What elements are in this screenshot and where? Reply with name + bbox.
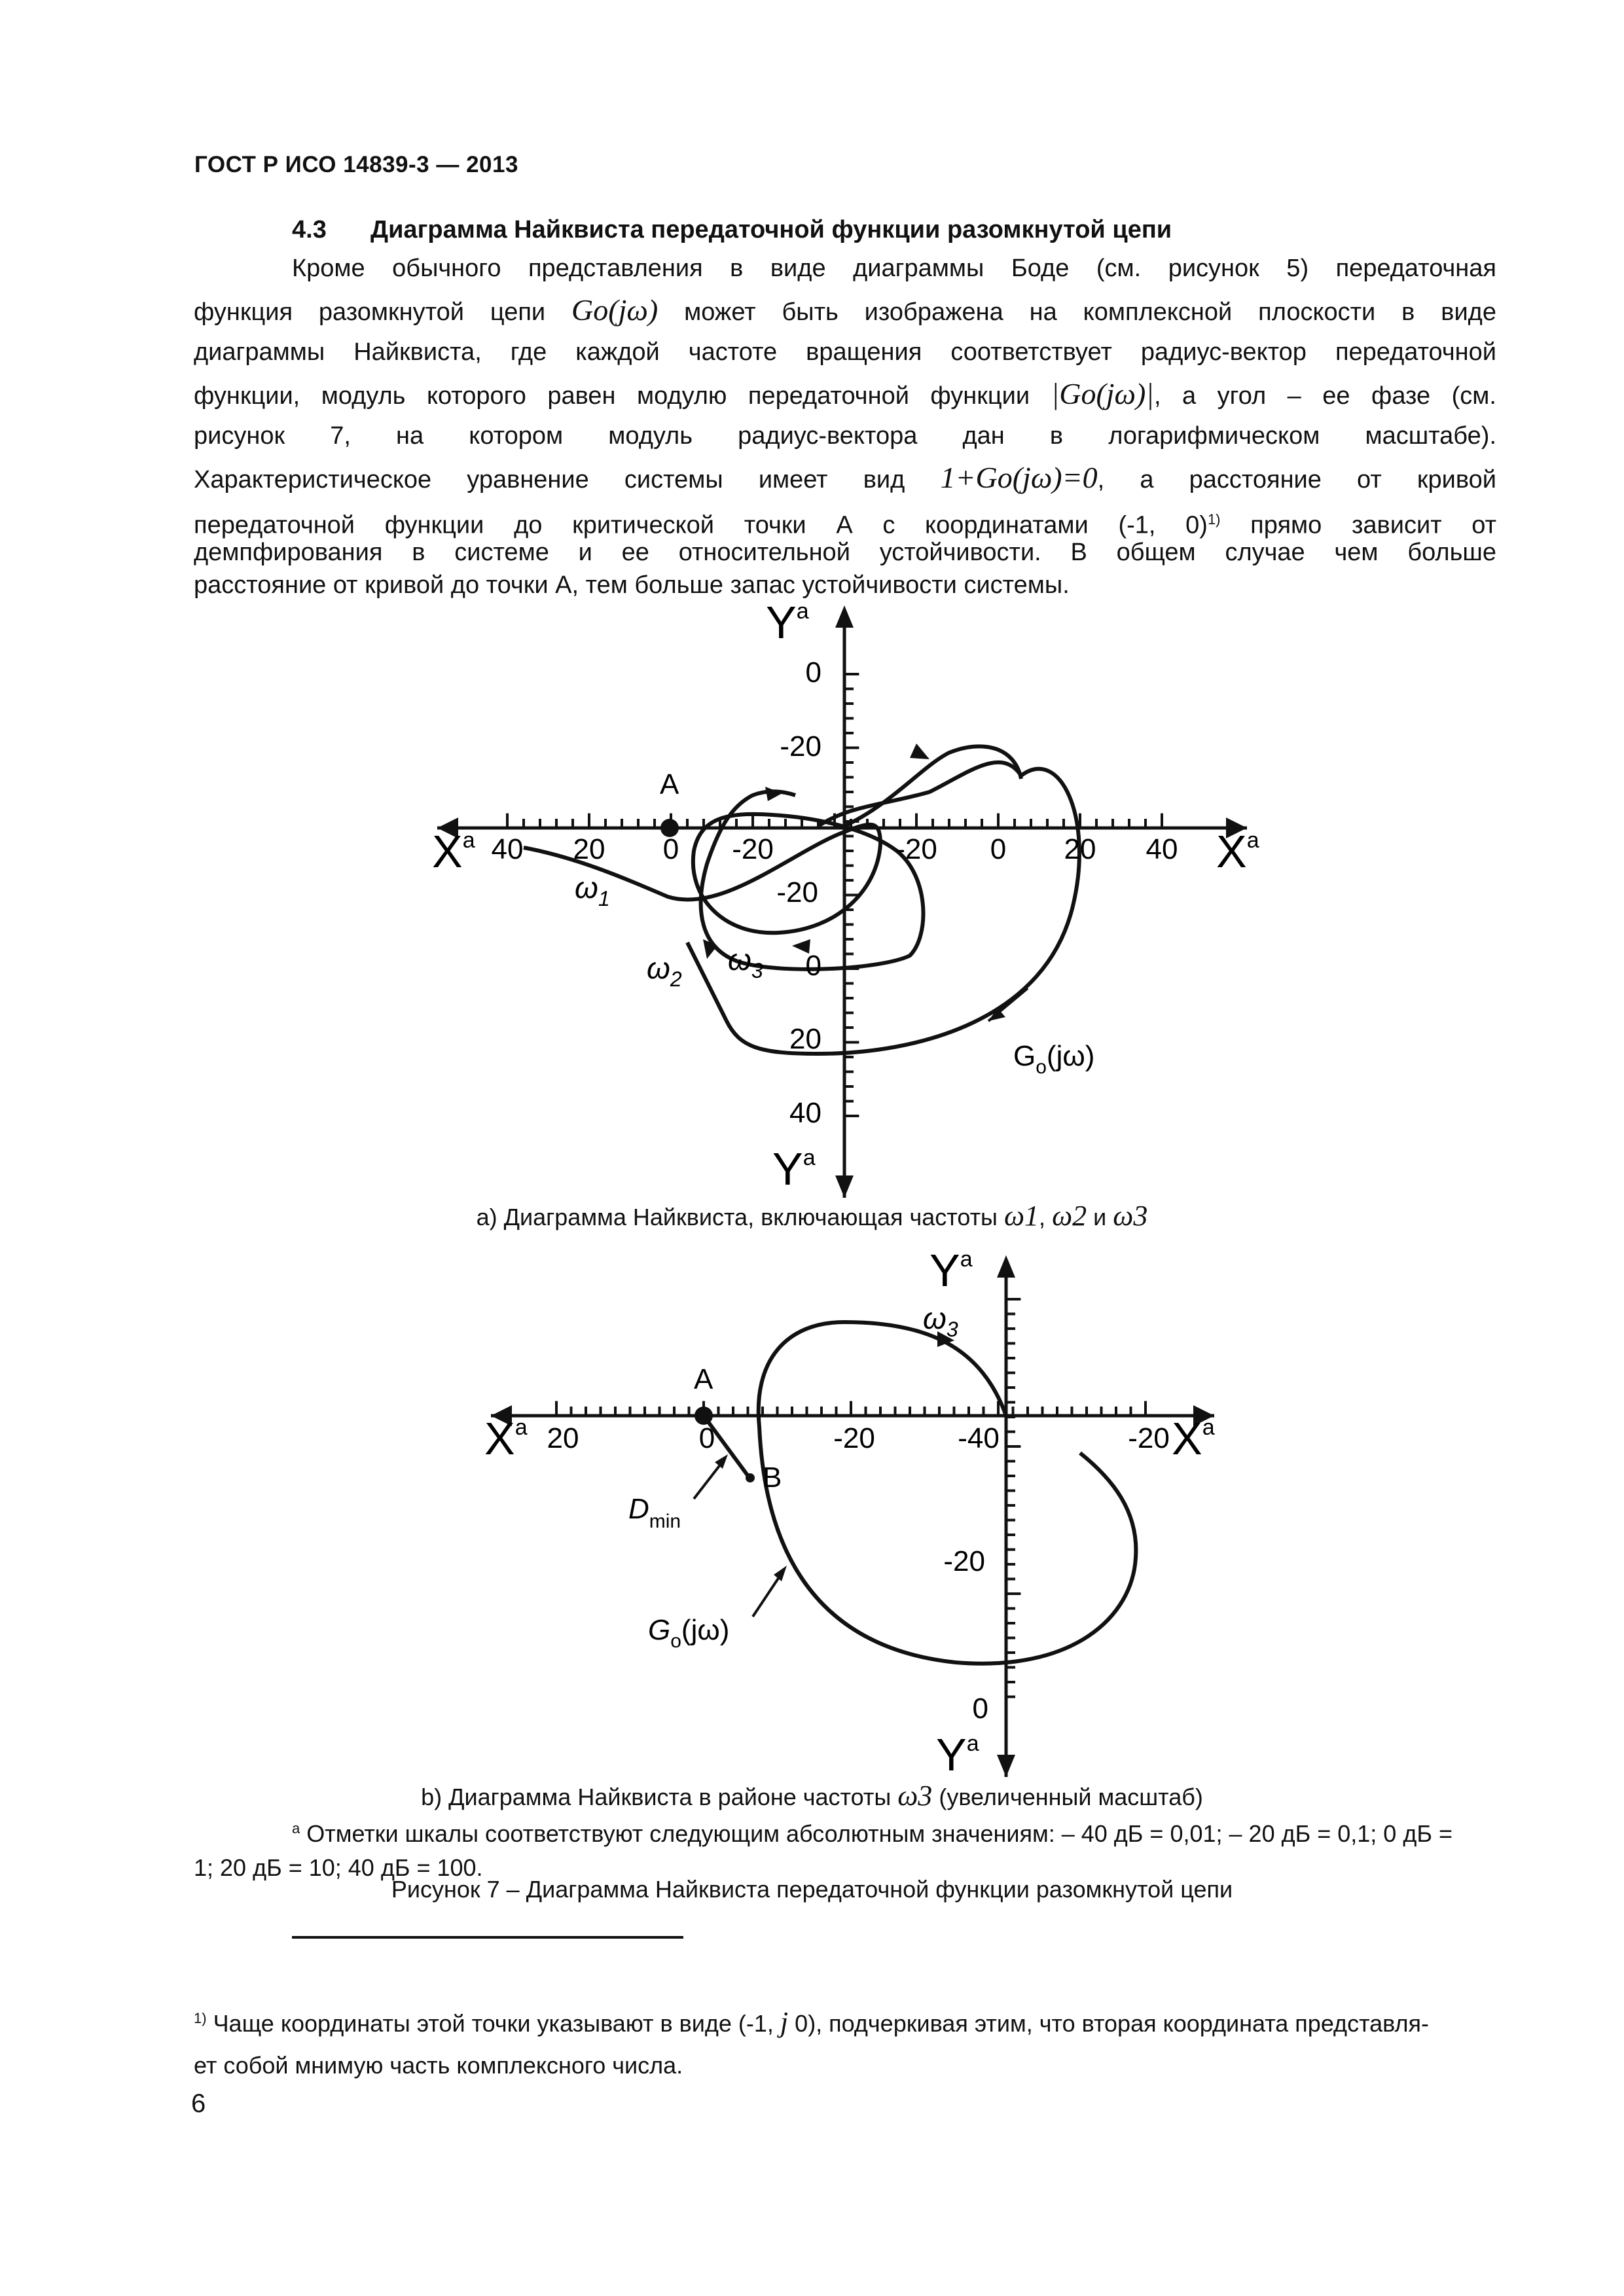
y-tick-label: 0	[805, 656, 821, 689]
body-line: функции, модуль которого равен модулю передаточной функции |Go(jω)|, а угол – ее фазе (см.	[194, 377, 1496, 410]
y-tick-label: -20	[776, 876, 818, 908]
x-tick-label: 0	[698, 1422, 715, 1454]
x-tick-label: 40	[1146, 833, 1178, 865]
axis-arrowheads	[437, 605, 1247, 1198]
x-axis-label-right: $X^a$	[1172, 1413, 1215, 1464]
point-b-label: B	[763, 1462, 782, 1494]
x-axis-label-left: $X^a$	[432, 826, 475, 877]
x-tick-label: -20	[1128, 1422, 1170, 1454]
x-tick-label: 20	[573, 833, 605, 865]
body-line: Кроме обычного представления в виде диаграммы Боде (см. рисунок 5) передаточная	[292, 255, 1496, 282]
omega-2-label: $\omega_2$	[647, 951, 682, 991]
x-tick-label: -20	[833, 1422, 875, 1454]
nyquist-curve-b	[759, 1322, 1136, 1664]
body-paragraph	[194, 247, 1496, 597]
curve-label-b: $G_o(j\omega)$	[648, 1614, 730, 1652]
y-axis-label-top: $Y^a$	[766, 597, 809, 648]
y-axis-label-top: $Y^a$	[929, 1245, 973, 1296]
body-line: рисунок 7, на котором модуль радиус-вектора дан в логарифмическом масштабе).	[194, 422, 1496, 450]
body-line: Характеристическое уравнение системы имеет вид 1+Go(jω)=0, а расстояние от кривой	[194, 461, 1496, 494]
omega-1-label: $\omega_1$	[575, 870, 610, 910]
y-axis-label-bottom: $Y^a$	[936, 1729, 979, 1780]
x-tick-label: 0	[990, 833, 1007, 865]
figure-caption: Рисунок 7 – Диаграмма Найквиста передаточной функции разомкнутой цепи	[391, 1876, 1233, 1903]
point-b-marker	[746, 1473, 755, 1482]
body-line: диаграммы Найквиста, где каждой частоте вращения соответствует радиус-вектор передаточной	[194, 338, 1496, 366]
section-title	[292, 216, 1172, 244]
page-number: 6	[191, 2089, 206, 2118]
axis-arrowheads	[491, 1255, 1214, 1777]
y-tick-label: 0	[972, 1693, 988, 1725]
omega-3-label: $\omega_3$	[923, 1301, 958, 1341]
x-tick-label: -20	[895, 833, 937, 865]
y-tick-label: 40	[789, 1097, 821, 1129]
body-line: демпфирования в системе и ее относительной устойчивости. В общем случае чем больше	[194, 539, 1496, 566]
point-a-label: A	[660, 768, 679, 800]
curve-label-a: $G_o(j\omega)$	[1013, 1040, 1095, 1078]
x-tick-label: -20	[732, 833, 774, 865]
y-tick-label: 20	[789, 1023, 821, 1055]
figure-a-caption: a) Диаграмма Найквиста, включающая частоты ω1, ω2 и ω3	[476, 1200, 1148, 1232]
document-header: ГОСТ Р ИСО 14839-3 — 2013	[194, 152, 518, 177]
point-a-label: A	[694, 1363, 713, 1395]
nyquist-diagram-a	[0, 589, 1624, 1217]
x-axis-label-right: $X^a$	[1216, 826, 1259, 877]
body-line: расстояние от кривой до точки А, тем больше запас устойчивости системы.	[194, 571, 1070, 599]
scale-note: $^a$ Отметки шкалы соответствуют следующим абсолютным значениям: – 40 дБ = 0,01; – 20 дБ = 0,1; 0 дБ = 1; 20 дБ = 10; 40 дБ = 100.	[194, 1820, 1453, 1881]
x-tick-label: -40	[958, 1422, 1000, 1454]
nyquist-diagram-b	[0, 1244, 1624, 1780]
dmin-label: $D_{min}$	[628, 1493, 681, 1532]
footnote-rule	[292, 1936, 683, 1939]
y-tick-label: -20	[943, 1545, 985, 1577]
x-tick-label: 20	[547, 1422, 579, 1454]
section-title-text: Диаграмма Найквиста передаточной функции разомкнутой цепи	[370, 216, 1172, 243]
x-tick-label: 0	[662, 833, 679, 865]
y-tick-label: 0	[805, 950, 821, 982]
footnote: $^{1)}$ Чаще координаты этой точки указывают в виде (-1, j 0), подчеркивая этим, что вторая координата представля- ет собой мнимую часть комплексного числа.	[194, 2006, 1429, 2079]
body-line: передаточной функции до критической точки А с координатами (-1, 0)$^{1)}$ прямо зависит от	[194, 511, 1496, 539]
y-tick-label: -20	[780, 730, 821, 762]
body-line: функция разомкнутой цепи Go(jω) может быть изображена на комплексной плоскости в виде	[194, 293, 1496, 327]
omega-3-label: $\omega_3$	[728, 942, 763, 982]
section-number: 4.3	[292, 216, 327, 243]
x-axis-label-left: $X^a$	[484, 1413, 528, 1464]
x-tick-label: 20	[1064, 833, 1096, 865]
y-axis-label-bottom: $Y^a$	[772, 1143, 816, 1194]
x-tick-label: 40	[491, 833, 524, 865]
figure-b-caption: b) Диаграмма Найквиста в районе частоты ω3 (увеличенный масштаб)	[421, 1780, 1203, 1812]
